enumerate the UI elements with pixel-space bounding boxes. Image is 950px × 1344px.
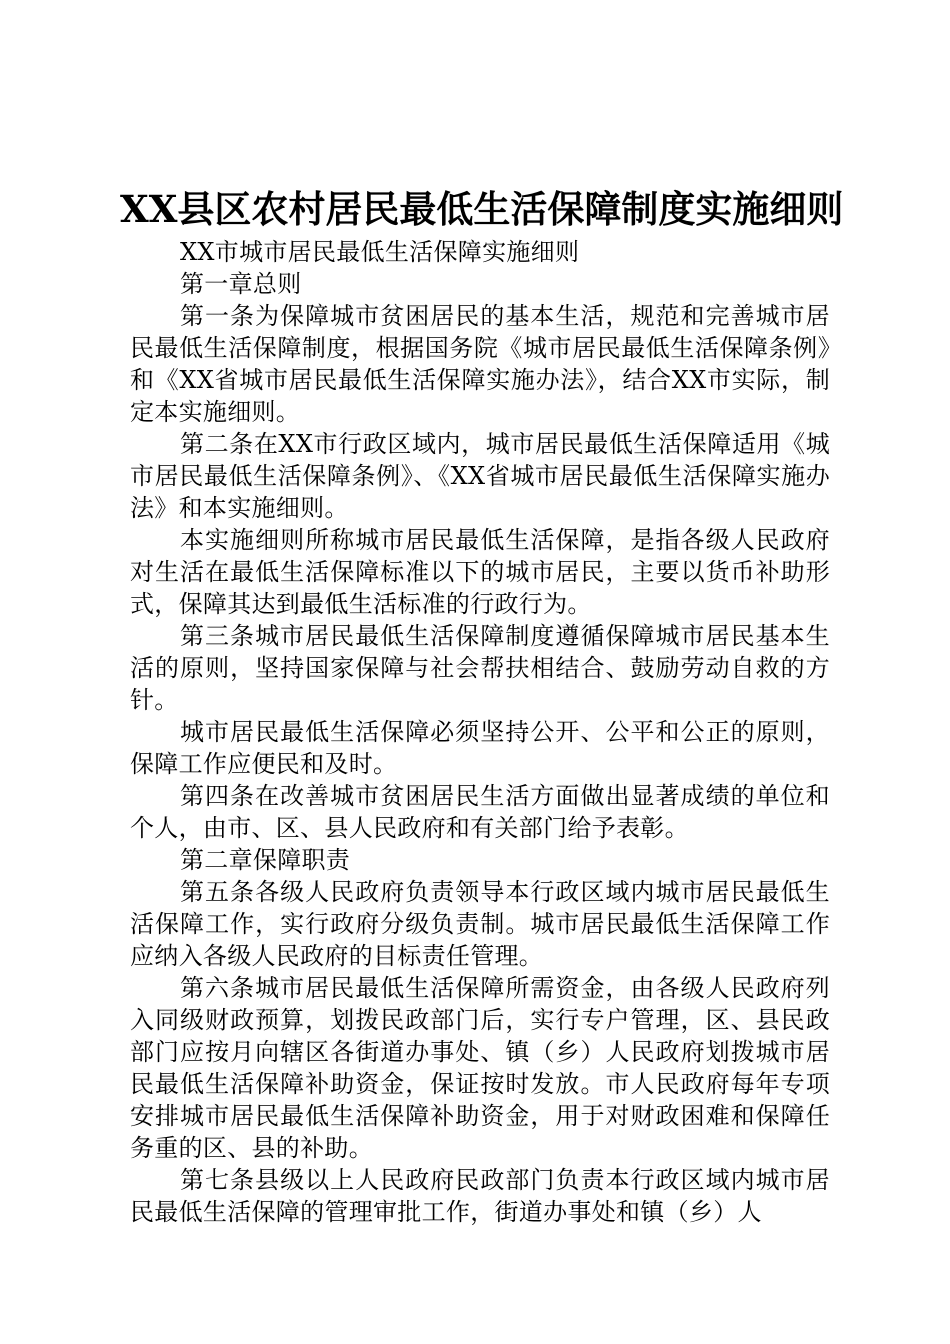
subtitle-paragraph: XX市城市居民最低生活保障实施细则 [180, 238, 580, 266]
body-paragraph: 本实施细则所称城市居民最低生活保障，是指各级人民政府对生活在最低生活保障标准以下的城市居民，主要以货币补助形式，保障其达到最低生活标准的行政行为。 [130, 526, 830, 618]
chapter-heading: 第二章保障职责 [180, 846, 351, 874]
article-paragraph: 第一条为保障城市贫困居民的基本生活，规范和完善城市居民最低生活保障制度，根据国务院《城市居民最低生活保障条例》和《XX省城市居民最低生活保障实施办法》，结合XX市实际，制定本实施细则。 [130, 302, 830, 426]
article-paragraph: 第七条县级以上人民政府民政部门负责本行政区域内城市居民最低生活保障的管理审批工作，街道办事处和镇（乡）人 [130, 1166, 830, 1226]
article-paragraph: 第二条在XX市行政区域内，城市居民最低生活保障适用《城市居民最低生活保障条例》、《XX省城市居民最低生活保障实施办法》和本实施细则。 [130, 430, 830, 522]
article-paragraph: 第四条在改善城市贫困居民生活方面做出显著成绩的单位和个人，由市、区、县人民政府和有关部门给予表彰。 [130, 782, 830, 842]
document-title: XX县区农村居民最低生活保障制度实施细则 [120, 187, 844, 231]
chapter-heading: 第一章总则 [180, 270, 302, 298]
document-body [130, 236, 830, 1228]
body-paragraph: 城市居民最低生活保障必须坚持公开、公平和公正的原则，保障工作应便民和及时。 [130, 718, 830, 778]
article-paragraph: 第三条城市居民最低生活保障制度遵循保障城市居民基本生活的原则，坚持国家保障与社会帮扶相结合、鼓励劳动自救的方针。 [130, 622, 830, 714]
article-paragraph: 第五条各级人民政府负责领导本行政区域内城市居民最低生活保障工作，实行政府分级负责制。城市居民最低生活保障工作应纳入各级人民政府的目标责任管理。 [130, 878, 830, 970]
article-paragraph: 第六条城市居民最低生活保障所需资金，由各级人民政府列入同级财政预算，划拨民政部门后，实行专户管理，区、县民政部门应按月向辖区各街道办事处、镇（乡）人民政府划拨城市居民最低生活保障补助资金，保证按时发放。市人民政府每年专项安排城市居民最低生活保障补助资金，用于对财政困难和保障任务重的区、县的补助。 [130, 974, 830, 1162]
